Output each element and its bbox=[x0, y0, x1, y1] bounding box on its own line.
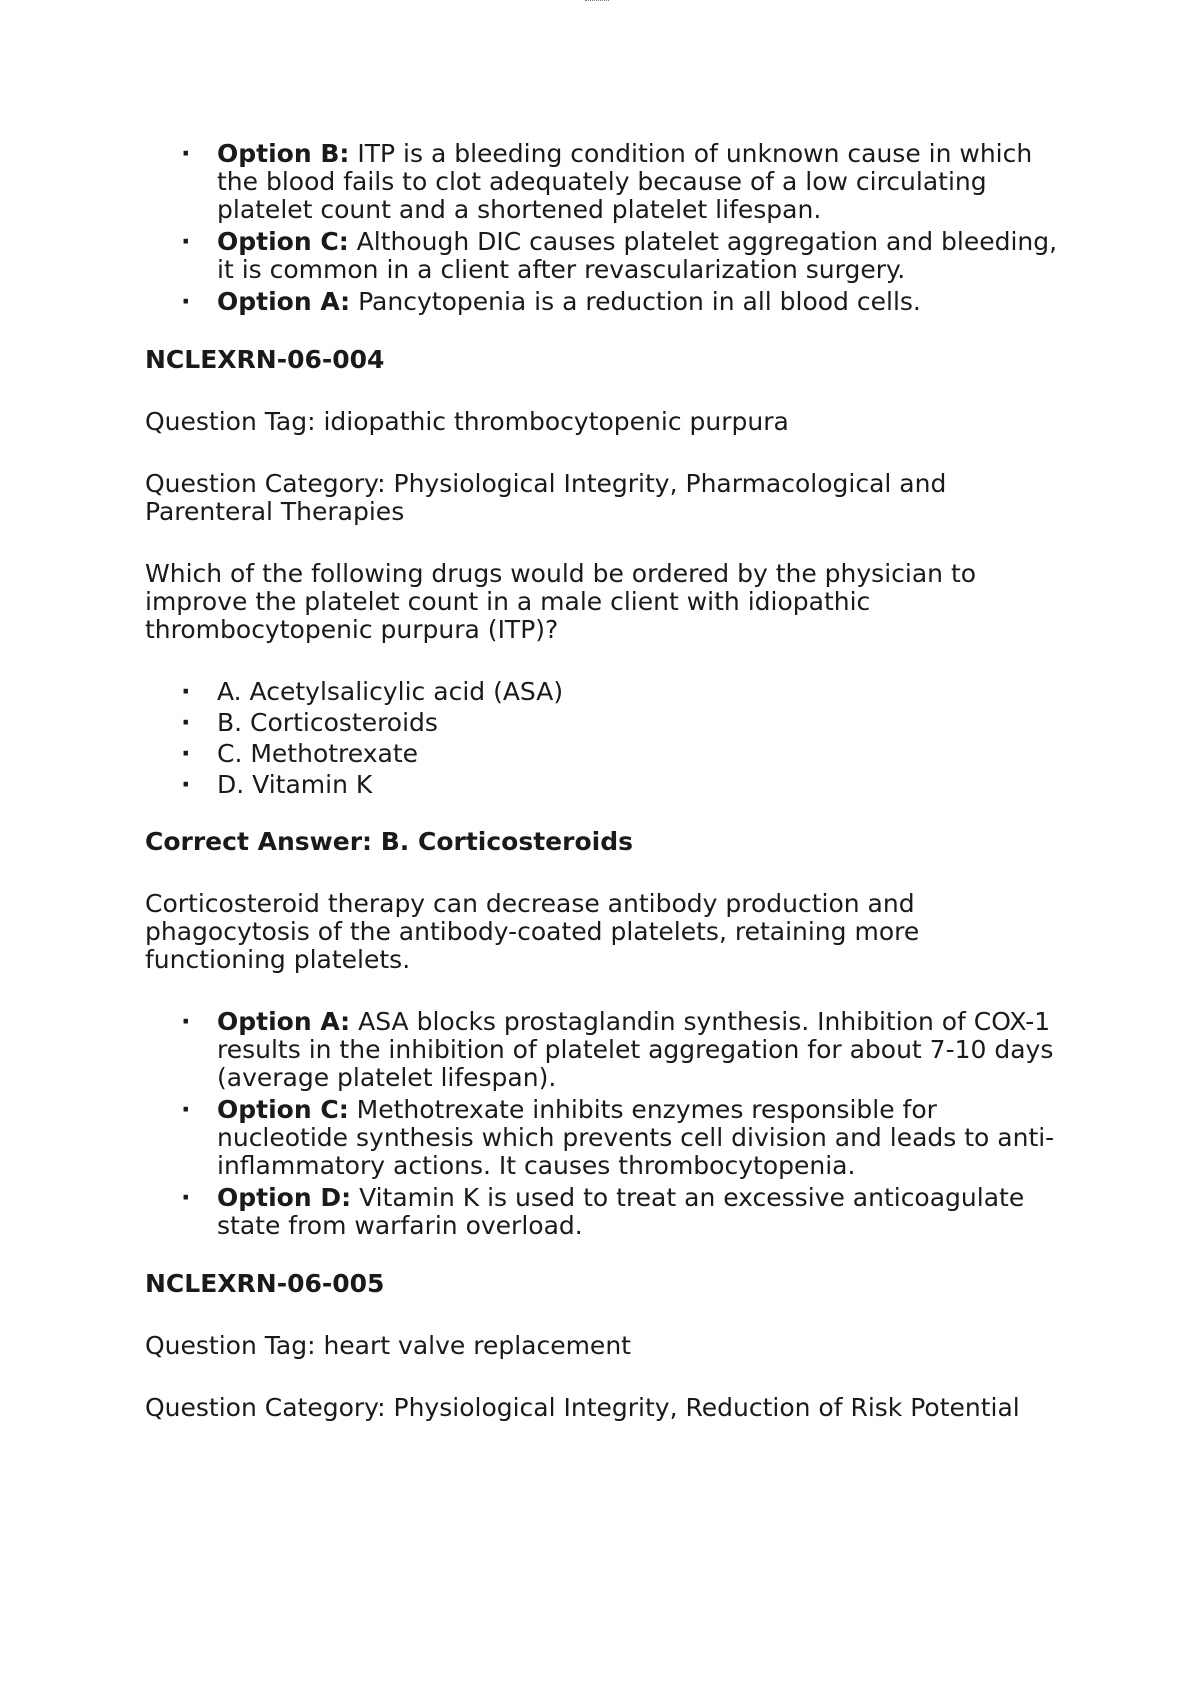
page-content bbox=[145, 140, 1065, 1422]
question-text: Which of the following drugs would be ordered by the physician to improve the platelet count in a male client with idiopathic thrombocytopenic purpura (ITP)? bbox=[145, 559, 977, 644]
question-tag: Question Tag: heart valve replacement bbox=[145, 1331, 631, 1360]
answer-choice: · B. Corticosteroids bbox=[217, 709, 1065, 737]
list-item: · Option B: ITP is a bleeding condition of unknown cause in which the blood fails to clot adequately because of a low circulating platelet count and a shortened platelet lifespan. bbox=[217, 140, 1065, 224]
question-category: Question Category: Physiological Integrity, Pharmacological and Parenteral Therapies bbox=[145, 469, 947, 526]
rationale-options bbox=[145, 1008, 1065, 1240]
answer-choices bbox=[145, 678, 1065, 799]
page-top-mark bbox=[585, 0, 609, 2]
previous-question-options bbox=[145, 140, 1065, 316]
correct-answer: Correct Answer: B. Corticosteroids bbox=[145, 827, 633, 856]
question-id: NCLEXRN-06-005 bbox=[145, 1269, 385, 1298]
answer-choice: · C. Methotrexate bbox=[217, 740, 1065, 768]
list-item: · Option C: Methotrexate inhibits enzymes responsible for nucleotide synthesis which prevents cell division and leads to anti-inflammatory actions. It causes thrombocytopenia. bbox=[217, 1096, 1065, 1180]
list-item: · Option A: Pancytopenia is a reduction in all blood cells. bbox=[217, 288, 1065, 316]
list-item: · Option D: Vitamin K is used to treat an excessive anticoagulate state from warfarin overload. bbox=[217, 1184, 1065, 1240]
question-tag: Question Tag: idiopathic thrombocytopenic purpura bbox=[145, 407, 789, 436]
list-item: · Option A: ASA blocks prostaglandin synthesis. Inhibition of COX-1 results in the inhibition of platelet aggregation for about 7-10 days (average platelet lifespan). bbox=[217, 1008, 1065, 1092]
rationale: Corticosteroid therapy can decrease antibody production and phagocytosis of the antibody-coated platelets, retaining more functioning platelets. bbox=[145, 889, 920, 974]
question-category: Question Category: Physiological Integrity, Reduction of Risk Potential bbox=[145, 1393, 1020, 1422]
answer-choice: · D. Vitamin K bbox=[217, 771, 1065, 799]
answer-choice: · A. Acetylsalicylic acid (ASA) bbox=[217, 678, 1065, 706]
question-id: NCLEXRN-06-004 bbox=[145, 345, 385, 374]
list-item: · Option C: Although DIC causes platelet aggregation and bleeding, it is common in a client after revascularization surgery. bbox=[217, 228, 1065, 284]
